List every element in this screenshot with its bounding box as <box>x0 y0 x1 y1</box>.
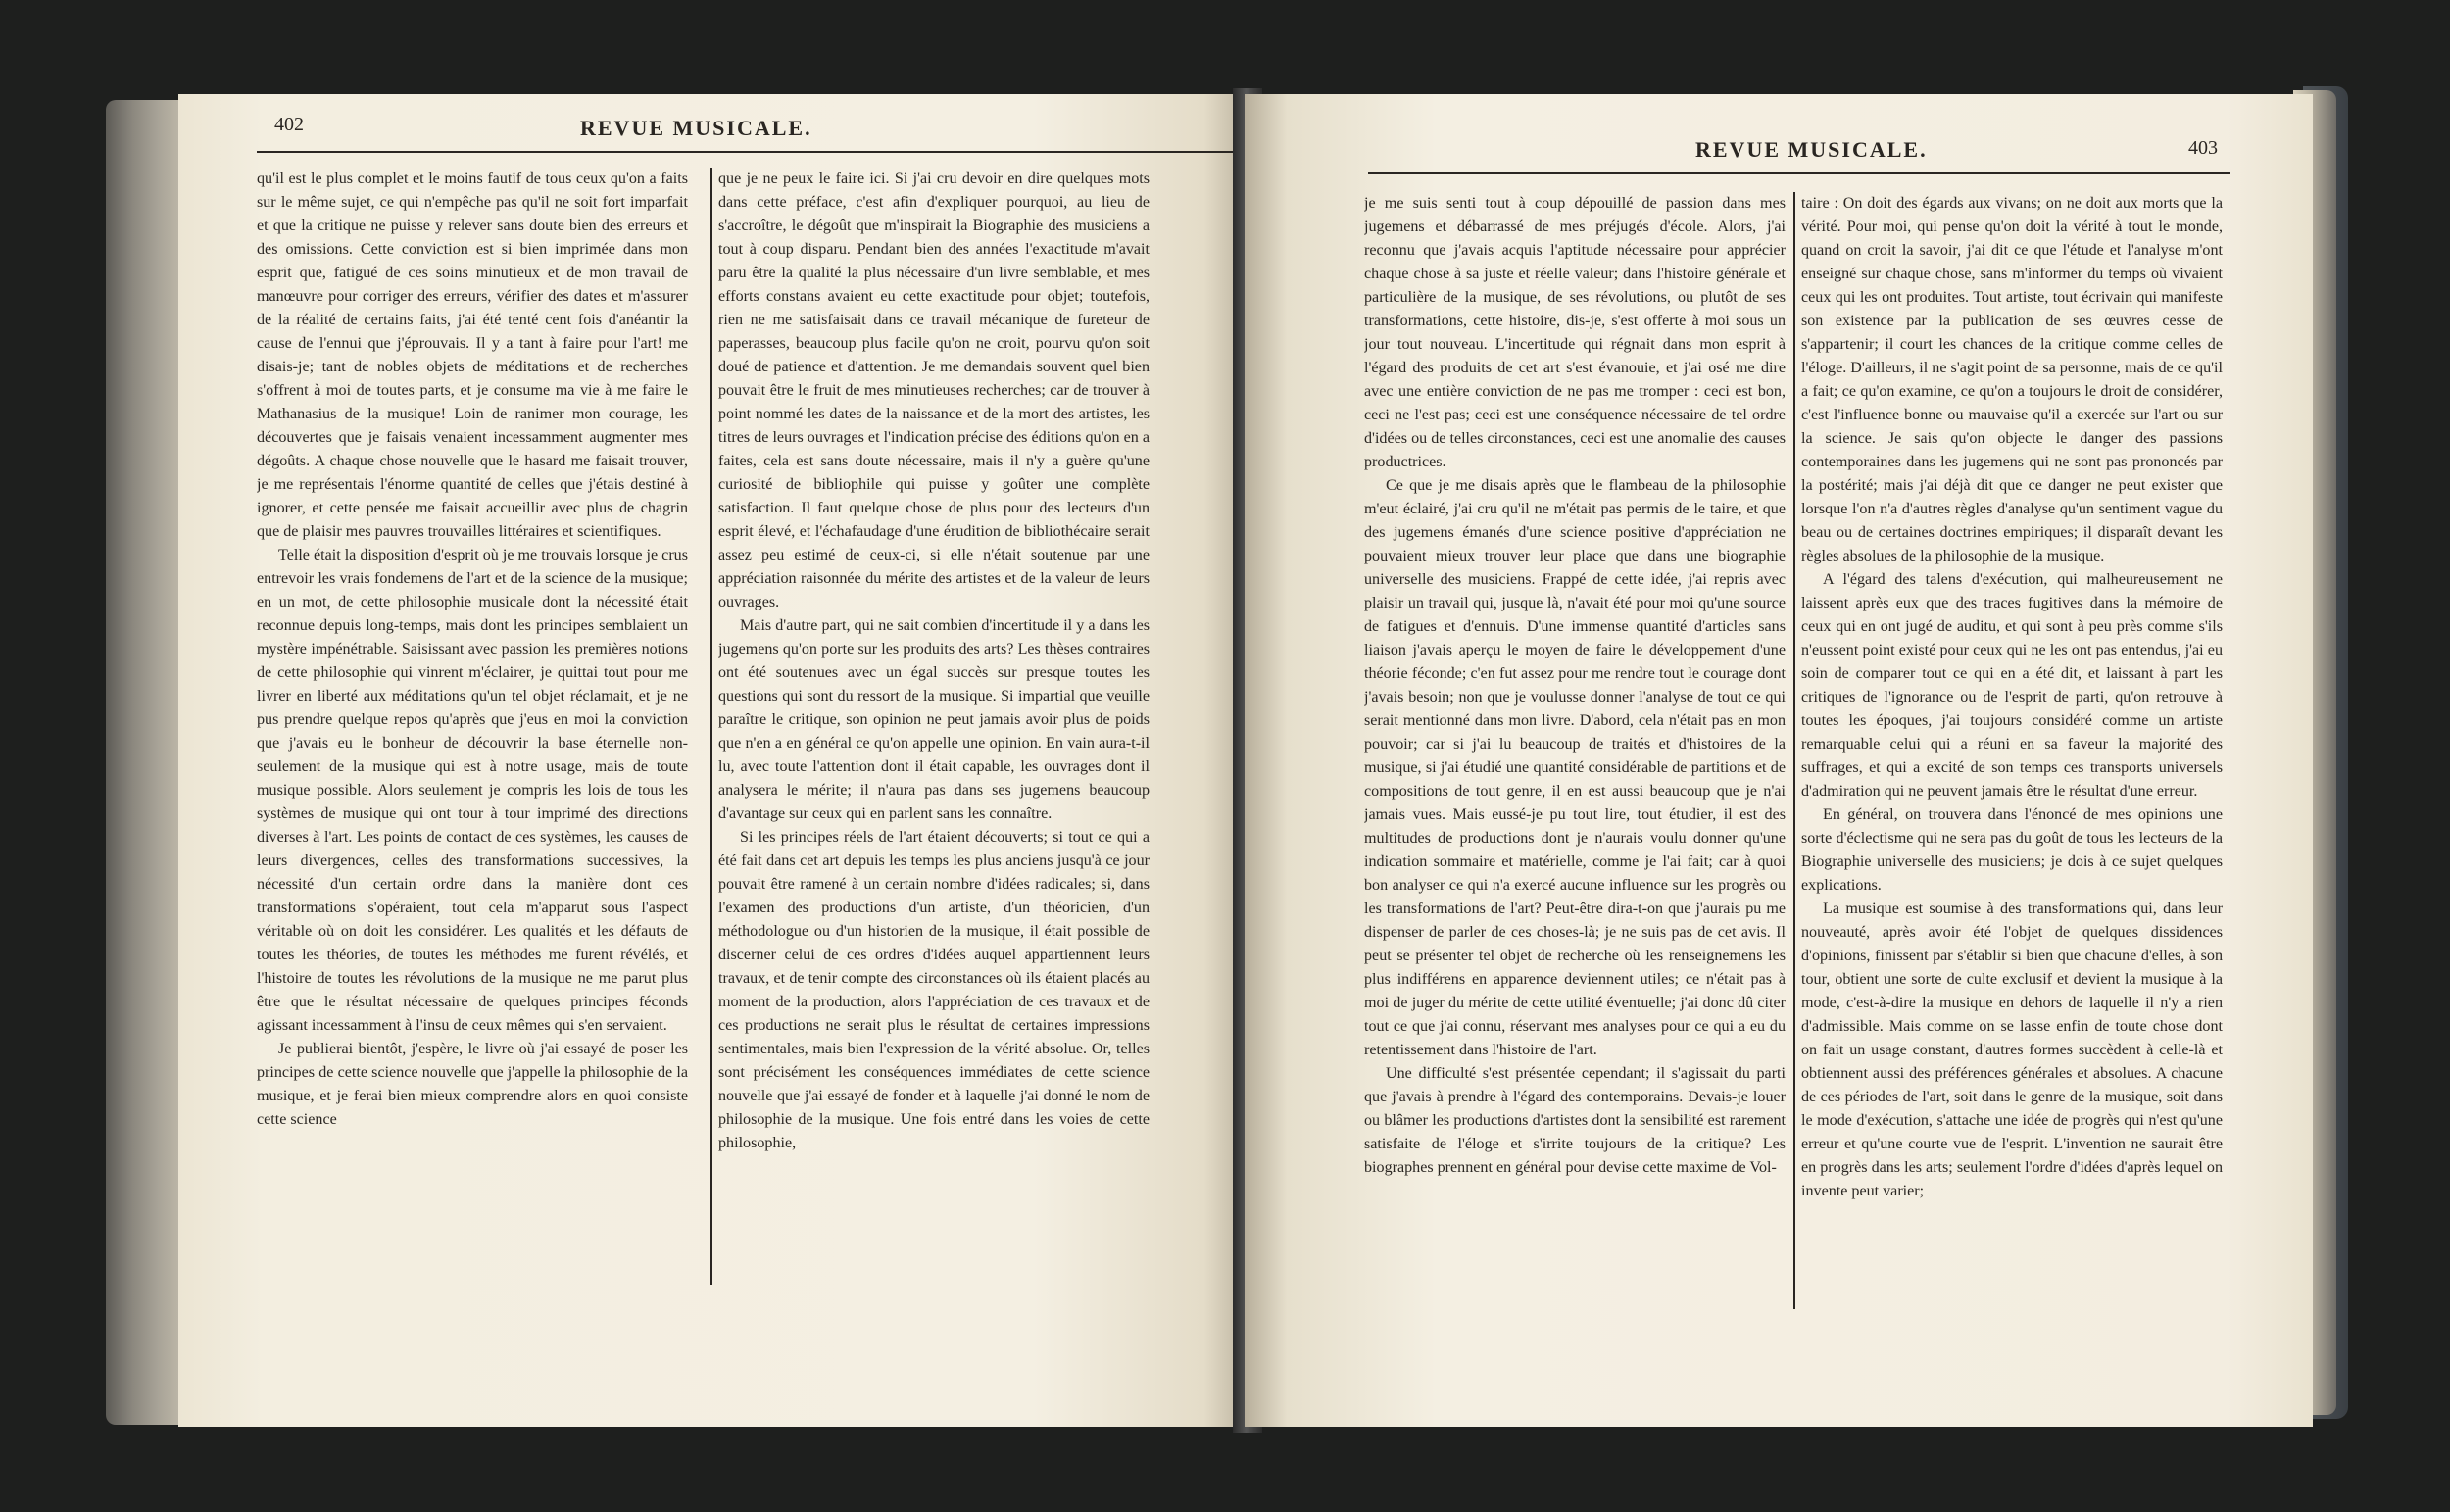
right-page <box>1245 94 2313 1427</box>
column-divider-right <box>1793 192 1795 1309</box>
column-divider-left <box>710 168 712 1285</box>
page-number-right: 403 <box>2188 137 2218 159</box>
running-head-left: REVUE MUSICALE. <box>580 116 812 140</box>
header-rule-left <box>257 151 1237 153</box>
running-head-right: REVUE MUSICALE. <box>1695 137 1928 162</box>
paragraph: La musique est soumise à des transformations qui, dans leur nouveauté, après avoir été l'objet de quelques dissidences d'opinions, finissent par s'établir si bien que chacune d'elles, à son tour, obtient une sorte de culte exclusif et devient la musique à la mode, c'est-à-dire la musique en dehors de laquelle il n'y a rien d'admissible. Mais comme on se lasse enfin de toute chose dont on fait un usage constant, d'autres formes succèdent à celle-là et obtiennent aussi des préférences générales et absolues. A chacune de ces périodes de l'art, soit dans le genre de la musique, soit dans le mode d'exécution, s'attache une idée de progrès qui n'est qu'une erreur et qu'une courte vue de l'esprit. L'invention ne saurait être en progrès dans les arts; seulement l'ordre d'idées d'après lequel on invente peut varier; <box>1801 901 2223 1199</box>
paragraph: taire : On doit des égards aux vivans; on ne doit aux morts que la vérité. Pour moi, qui pense qu'on doit la vérité à tout le monde, quand on croit la savoir, j'ai dit ce que l'étude et l'analyse m'ont enseigné sur chaque chose, sans m'informer du temps où vivaient ceux qui les ont produites. Tout artiste, tout écrivain qui manifeste son existence par la publication de ses œuvres cesse de s'appartenir; il court les chances de la critique comme celles de l'éloge. D'ailleurs, il ne s'agit point de sa personne, mais de ce qu'il a fait; ce qu'on examine, ce qu'on a toujours le droit de considérer, c'est l'influence bonne ou mauvaise qu'il a exercée sur l'art ou sur la science. Je sais qu'on objecte le danger des passions contemporaines dans les jugemens qui ne sont pas prononcés par la postérité; mais j'ai déjà dit que ce danger ne peut exister que lorsque l'on n'a d'autres règles d'analyse qu'un sentiment vague du beau ou de certaines doctrines empiriques; il disparaît devant les règles absolues de la philosophie de la musique. <box>1801 195 2223 564</box>
paragraph: En général, on trouvera dans l'énoncé de mes opinions une sorte d'éclectisme qui ne sera pas du goût de tous les lecteurs de la Biographie universelle des musiciens; je dois à ce sujet quelques explications. <box>1801 806 2223 894</box>
left-page-column-1 <box>257 168 688 1324</box>
paragraph: Si les principes réels de l'art étaient découverts; si tout ce qui a été fait dans cet art depuis les temps les plus anciens jusqu'à ce jour pouvait être ramené à un certain nombre d'idées radicales; si, dans l'examen des productions d'un artiste, d'un théoricien, d'un méthodologue ou d'un historien de la musique, il était possible de discerner celui de ces ordres d'idées auquel appartiennent leurs travaux, et de tenir compte des circonstances où ils étaient placés au moment de la production, alors l'appréciation de ces travaux et de ces productions ne serait plus le résultat de certaines impressions sentimentales, mais bien l'expression de la vérité absolue. Or, telles sont précisément les conséquences immédiates de cette science nouvelle que j'ai essayé de fonder et à laquelle j'ai donné le nom de philosophie de la musique. Une fois entré dans les voies de cette philosophie, <box>718 829 1150 1151</box>
paragraph: Je publierai bientôt, j'espère, le livre où j'ai essayé de poser les principes de cette science nouvelle que j'appelle la philosophie de la musique, et je ferai bien mieux comprendre alors en quoi consiste cette science <box>257 1041 688 1128</box>
paragraph: Telle était la disposition d'esprit où je me trouvais lorsque je crus entrevoir les vrais fondemens de l'art et de la science de la musique; en un mot, de cette philosophie musicale dont la nécessité était reconnue depuis long-temps, mais dont les principes semblaient un mystère impénétrable. Saisissant avec passion les premières notions de cette philosophie qui vinrent m'éclairer, je quittai tout pour me livrer en liberté aux méditations qu'un tel objet réclamait, et je ne pus prendre quelque repos qu'après que j'eus en moi la conviction que j'avais eu le bonheur de découvrir la base éternelle non-seulement de la musique qui est à notre usage, mais de toute musique possible. Alors seulement je compris les lois de tous les systèmes de musique qui ont tour à tour imprimé des directions diverses à l'art. Les points de contact de ces systèmes, les causes de leurs divergences, celles des transformations successives, la nécessité d'un certain ordre dans la manière dont ces transformations s'opéraient, tout cela m'apparut sous l'aspect véritable où on doit les considérer. Les qualités et les défauts de toutes les théories, de toutes les méthodes me furent révélés, et l'histoire de toutes les révolutions de la musique ne me parut plus être que le résultat nécessaire de quelques principes féconds agissant incessamment à l'insu de ceux mêmes qui s'en servaient. <box>257 547 688 1034</box>
paragraph: Ce que je me disais après que le flambeau de la philosophie m'eut éclairé, j'ai cru qu'il ne m'était pas permis de le taire, et que des jugemens émanés d'une science positive d'appréciation ne pouvaient mieux trouver leur place que dans une biographie universelle des musiciens. Frappé de cette idée, j'ai repris avec plaisir un travail qui, jusque là, n'avait été pour moi qu'une source de fatigues et d'ennuis. D'une immense quantité d'articles sans liaison j'avais aperçu le moyen de faire le développement d'une théorie féconde; c'en fut assez pour me rendre tout le courage dont j'avais besoin; non que je voulusse donner l'analyse de tout ce qui serait mentionné dans mon livre. D'abord, cela n'était pas en mon pouvoir; car si j'ai lu beaucoup de traités et d'histoires de la musique, si j'ai étudié une quantité considérable de partitions et de compositions de tout genre, il en est aussi beaucoup que je n'ai jamais vues. Mais eussé-je pu tout lire, tout étudier, il est des multitudes de productions dont je n'aurais voulu donner qu'une indication sommaire et matérielle, comme je l'ai fait; car à quoi bon analyser ce qui n'a exercé aucune influence sur les progrès ou les transformations de l'art? Peut-être dira-t-on que j'aurais pu me dispenser de parler de ces choses-là; je ne suis pas de cet avis. Il peut se présenter tel objet de recherche où les renseignemens les plus indifférens en apparence deviennent utiles; ce n'était pas à moi de juger du mérite de cette utilité éventuelle; j'ai donc dû citer tout ce que j'ai connu, réservant mes analyses pour ce qui a eu du retentissement dans l'histoire de l'art. <box>1364 477 1786 1058</box>
paragraph: Mais d'autre part, qui ne sait combien d'incertitude il y a dans les jugemens qu'on porte sur les produits des arts? Les thèses contraires ont été soutenues avec un égal succès sur presque toutes les questions qui sont du ressort de la musique. Si impartial que veuille paraître le critique, son opinion ne peut jamais avoir plus de poids que n'en a en général ce qu'on appelle une opinion. En vain aura-t-il lu, avec toute l'attention dont il était capable, les ouvrages dont il analysera le mérite; il n'aura pas dans ses jugemens beaucoup d'avantage sur ceux qui en parlent sans les connaître. <box>718 617 1150 822</box>
right-page-column-1 <box>1364 192 1786 1348</box>
paragraph: qu'il est le plus complet et le moins fautif de tous ceux qu'on a faits sur le même sujet, ce qui n'empêche pas qu'il ne soit fort imparfait et que la critique ne puisse y relever sans doute bien des erreurs et des omissions. Cette conviction est si bien imprimée dans mon esprit que, fatigué de ces soins minutieux et de mon travail de manœuvre pour corriger des erreurs, vérifier des dates et m'assurer de la réalité de certains faits, j'ai été tenté cent fois d'anéantir la cause de l'ennui que j'éprouvais. Il y a tant à faire pour l'art! me disais-je; tant de nobles objets de méditations et de recherches s'offrent à moi de toutes parts, et je consume ma vie à me faire le Mathanasius de la musique! Loin de ranimer mon courage, les découvertes que je faisais venaient incessamment augmenter mes dégoûts. A chaque chose nouvelle que le hasard me faisait trouver, je me représentais l'énorme quantité de celles que j'étais destiné à ignorer, et cette pensée me faisait accueillir avec plus de chagrin que de plaisir mes pauvres trouvailles littéraires et scientifiques. <box>257 171 688 540</box>
paragraph: Une difficulté s'est présentée cependant; il s'agissait du parti que j'avais à prendre à l'égard des contemporains. Devais-je louer ou blâmer les productions d'artistes dont la sensibilité est rarement satisfaite de l'éloge et s'irrite toujours de la critique? Les biographes prennent en général pour devise cette maxime de Vol- <box>1364 1065 1786 1176</box>
header-rule-right <box>1368 172 2230 174</box>
left-page <box>178 94 1247 1427</box>
right-page-column-2 <box>1801 192 2223 1348</box>
paragraph: que je ne peux le faire ici. Si j'ai cru devoir en dire quelques mots dans cette préface, c'est afin d'expliquer pourquoi, au lieu de s'accroître, le dégoût que m'inspirait la Biographie des musiciens a tout à coup disparu. Pendant bien des années l'exactitude m'avait paru être la qualité la plus nécessaire d'un livre semblable, et mes efforts constans avaient eu cette exactitude pour objet; toutefois, rien ne me satisfaisait dans ce travail mécanique de fureteur de paperasses, beaucoup plus facile qu'on ne croit, pourvu qu'on soit doué de patience et d'attention. Je me demandais souvent quel bien pouvait être le fruit de mes minutieuses recherches; car de trouver à point nommé les dates de la naissance et de la mort des artistes, les titres de leurs ouvrages et l'indication précise des éditions qu'on en a faites, cela est sans doute nécessaire, mais il n'y a guère qu'une curiosité de bibliophile qui puisse y goûter une complète satisfaction. Il faut quelque chose de plus pour des lecteurs d'un esprit élevé, et l'échafaudage d'une érudition de bibliothécaire serait assez peu estimé de ceux-ci, si elle n'était soutenue par une appréciation raisonnée du mérite des artistes et de la valeur de leurs ouvrages. <box>718 171 1150 610</box>
paragraph: A l'égard des talens d'exécution, qui malheureusement ne laissent après eux que des traces fugitives dans la mémoire de ceux qui en ont jugé de auditu, et qui sont à peu près comme s'ils n'eussent point existé pour ceux qui ne les ont pas entendus, j'ai eu soin de comparer tout ce qui en a été dit, et laissant à part les critiques de l'ignorance ou de l'esprit de parti, qu'on retrouve à toutes les époques, j'ai toujours considéré comme un artiste remarquable celui qui a réuni en sa faveur la majorité des suffrages, et qui a excité de son temps ces transports universels d'admiration qui ne peuvent jamais être le résultat d'une erreur. <box>1801 571 2223 800</box>
left-page-column-2 <box>718 168 1150 1324</box>
page-number-left: 402 <box>274 114 304 135</box>
paragraph: je me suis senti tout à coup dépouillé de passion dans mes jugemens et débarrassé de mes préjugés d'école. Alors, j'ai reconnu que j'avais acquis l'aptitude nécessaire pour apprécier chaque chose à sa juste et réelle valeur; dans l'histoire générale et particulière de la musique, de ses révolutions, ou plutôt de ses transformations, cette histoire, dis-je, s'est offerte à moi sous un jour tout nouveau. L'incertitude qui régnait dans mon esprit à l'égard des produits de cet art s'est évanouie, et j'ai osé me dire avec une entière conviction de ne pas me tromper : ceci est bon, ceci ne l'est pas; ceci est une conséquence nécessaire de tel ordre d'idées ou de telles circonstances, ceci est une anomalie des causes productrices. <box>1364 195 1786 470</box>
